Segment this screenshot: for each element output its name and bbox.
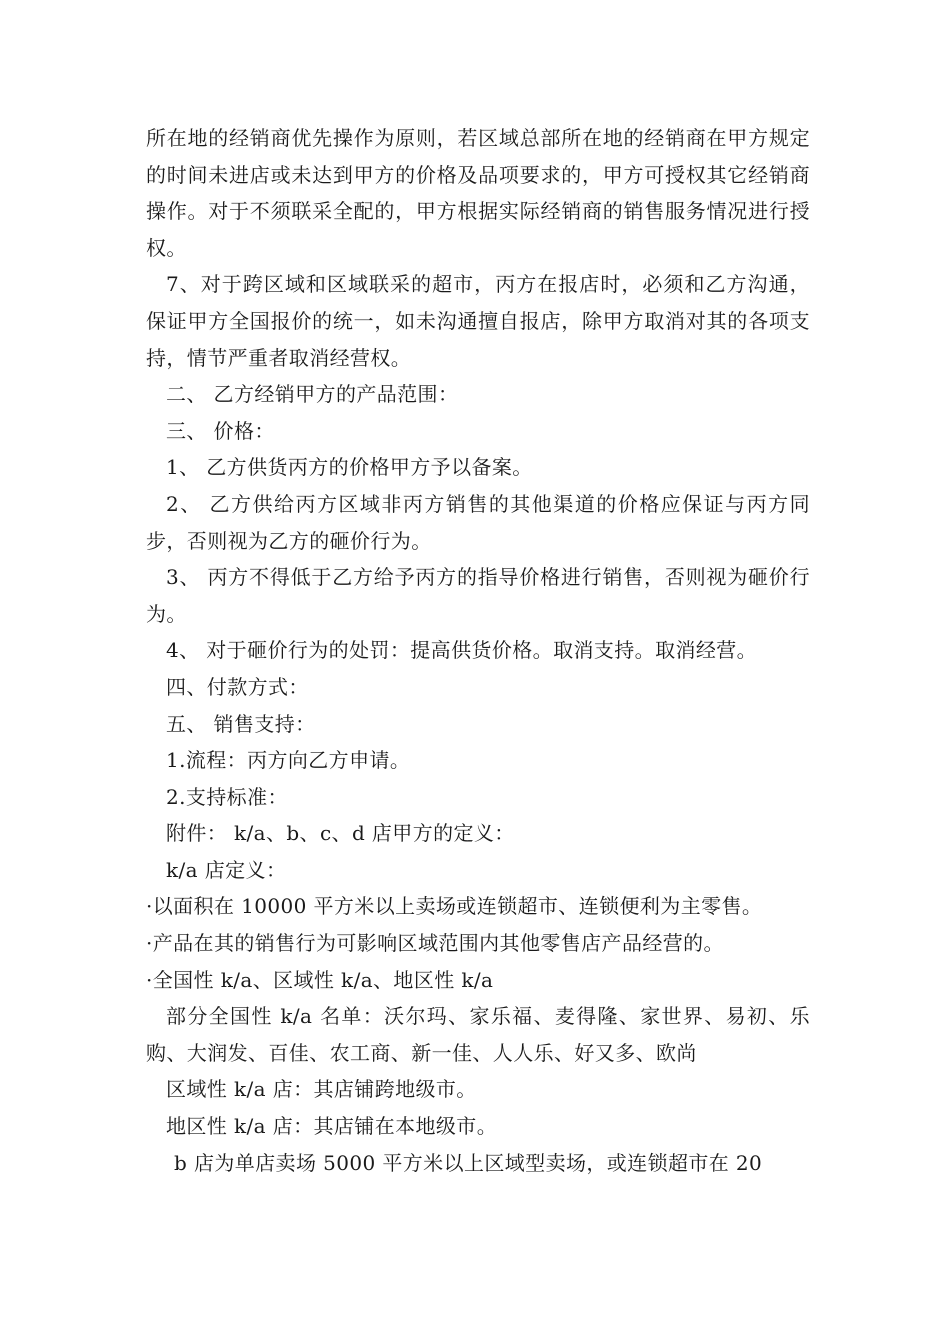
bullet-ka-influence: ·产品在其的销售行为可影响区域范围内其他零售店产品经营的。 [146,931,724,956]
paragraph-ka-definition: k/a 店定义： [166,857,287,882]
paragraph-price-2: 2、 乙方供给丙方区域非丙方销售的其他渠道的价格应保证与丙方同步，否则视为乙方的砸价行为。 [146,491,810,553]
section-heading-product-scope: 二、 乙方经销甲方的产品范围： [166,382,459,407]
paragraph-price-3: 3、 丙方不得低于乙方给予丙方的指导价格进行销售，否则视为砸价行为。 [146,565,810,626]
paragraph-price-4: 4、 对于砸价行为的处罚：提高供货价格。取消支持。取消经营。 [166,638,758,663]
bullet-ka-types: ·全国性 k/a、区域性 k/a、地区性 k/a [146,967,494,992]
paragraph-national-ka-list: 部分全国性 k/a 名单：沃尔玛、家乐福、麦得隆、家世界、易初、乐购、大润发、百佳、农工商、新一佳、人人乐、好又多、欧尚 [146,1004,810,1065]
paragraph-support-standard: 2.支持标准： [166,784,288,809]
paragraph-local-ka: 地区性 k/a 店：其店铺在本地级市。 [166,1114,498,1139]
paragraph-regional-ka: 区域性 k/a 店：其店铺跨地级市。 [166,1077,477,1102]
section-heading-payment: 四、付款方式： [166,674,309,699]
paragraph-b-store: b 店为单店卖场 5000 平方米以上区域型卖场，或连锁超市在 20 [174,1150,763,1175]
paragraph-price-1: 1、 乙方供货丙方的价格甲方予以备案。 [166,455,533,480]
paragraph-process: 1.流程：丙方向乙方申请。 [166,748,411,773]
document-body [146,120,810,1181]
paragraph-authorization: 所在地的经销商优先操作为原则，若区域总部所在地的经销商在甲方规定的时间未进店或未达到甲方的价格及品项要求的，甲方可授权其它经销商操作。对于不须联采全配的，甲方根据实际经销商的销售服务情况进行授权。 [146,126,810,260]
section-heading-sales-support: 五、 销售支持： [166,711,316,736]
bullet-ka-area: ·以面积在 10000 平方米以上卖场或连锁超市、连锁便利为主零售。 [146,894,763,919]
paragraph-clause-7: 7、对于跨区域和区域联采的超市，丙方在报店时，必须和乙方沟通，保证甲方全国报价的统一，如未沟通擅自报店，除甲方取消对其的各项支持，情节严重者取消经营权。 [146,272,810,370]
section-heading-price: 三、 价格： [166,418,275,443]
paragraph-appendix: 附件： k/a、b、c、d 店甲方的定义： [166,821,515,846]
